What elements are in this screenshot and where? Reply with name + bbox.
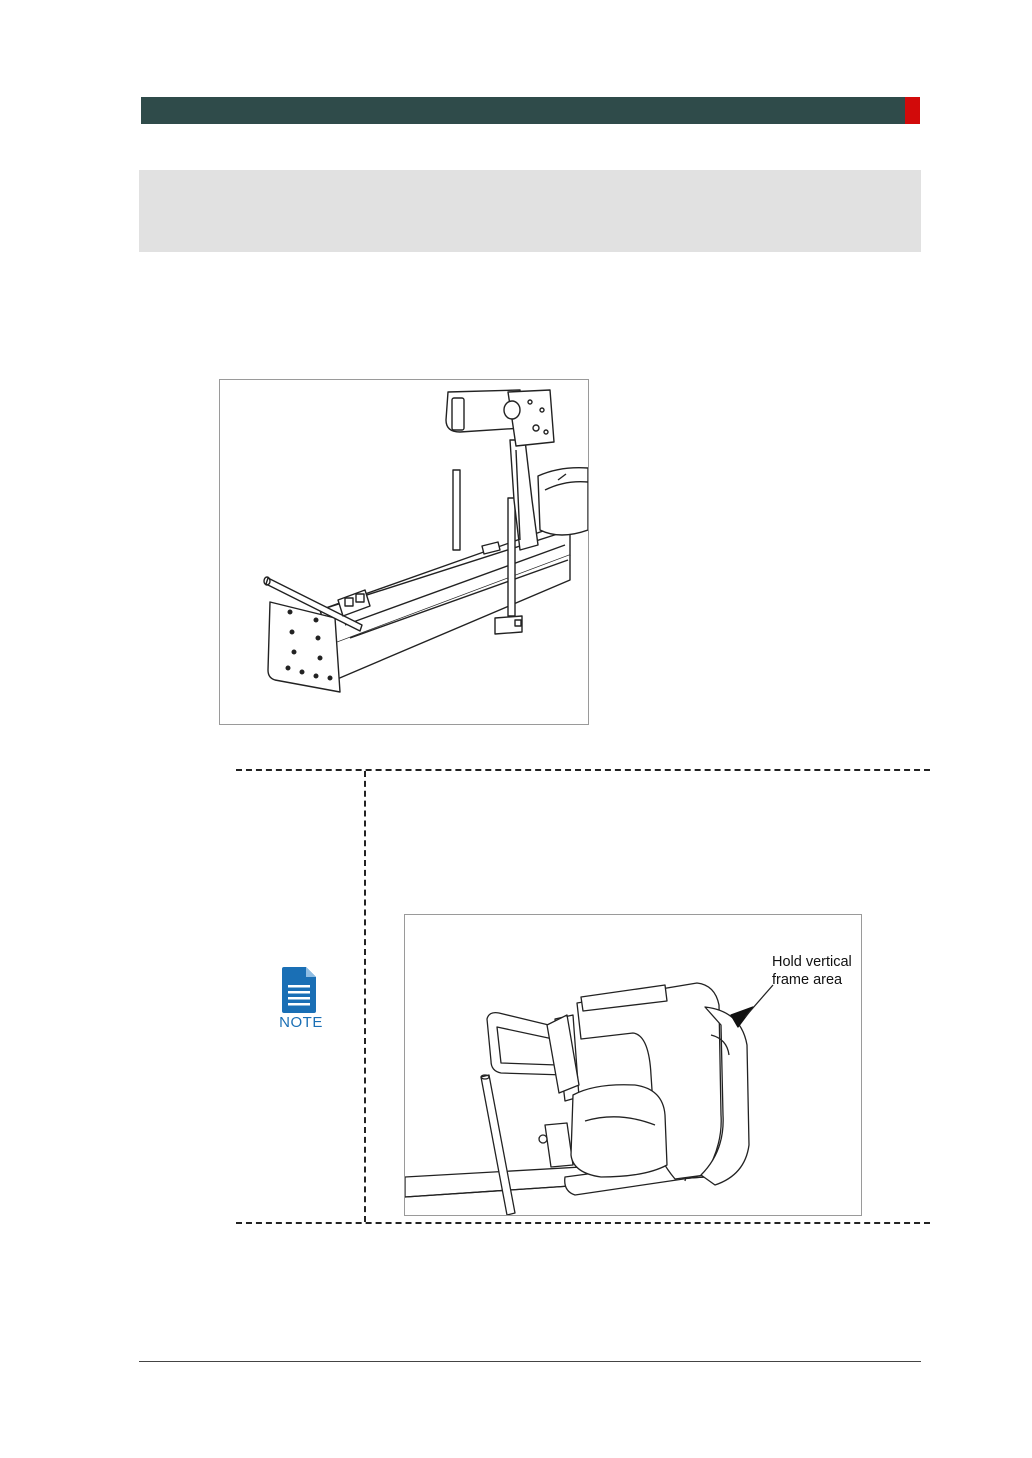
- note-bottom-rule: [236, 1222, 930, 1224]
- note-column-divider: [364, 771, 366, 1222]
- chapter-header-bar: [141, 97, 905, 124]
- callout-line-1: Hold vertical: [772, 954, 852, 970]
- footer-rule: [139, 1361, 921, 1362]
- chapter-header-accent: [905, 97, 920, 124]
- section-title-box: [139, 170, 921, 252]
- callout-line-2: frame area: [772, 972, 843, 988]
- assembly-illustration: [219, 379, 589, 725]
- note-label: NOTE: [279, 1014, 323, 1031]
- note-top-rule: [236, 769, 930, 771]
- hold-frame-callout: [772, 953, 852, 989]
